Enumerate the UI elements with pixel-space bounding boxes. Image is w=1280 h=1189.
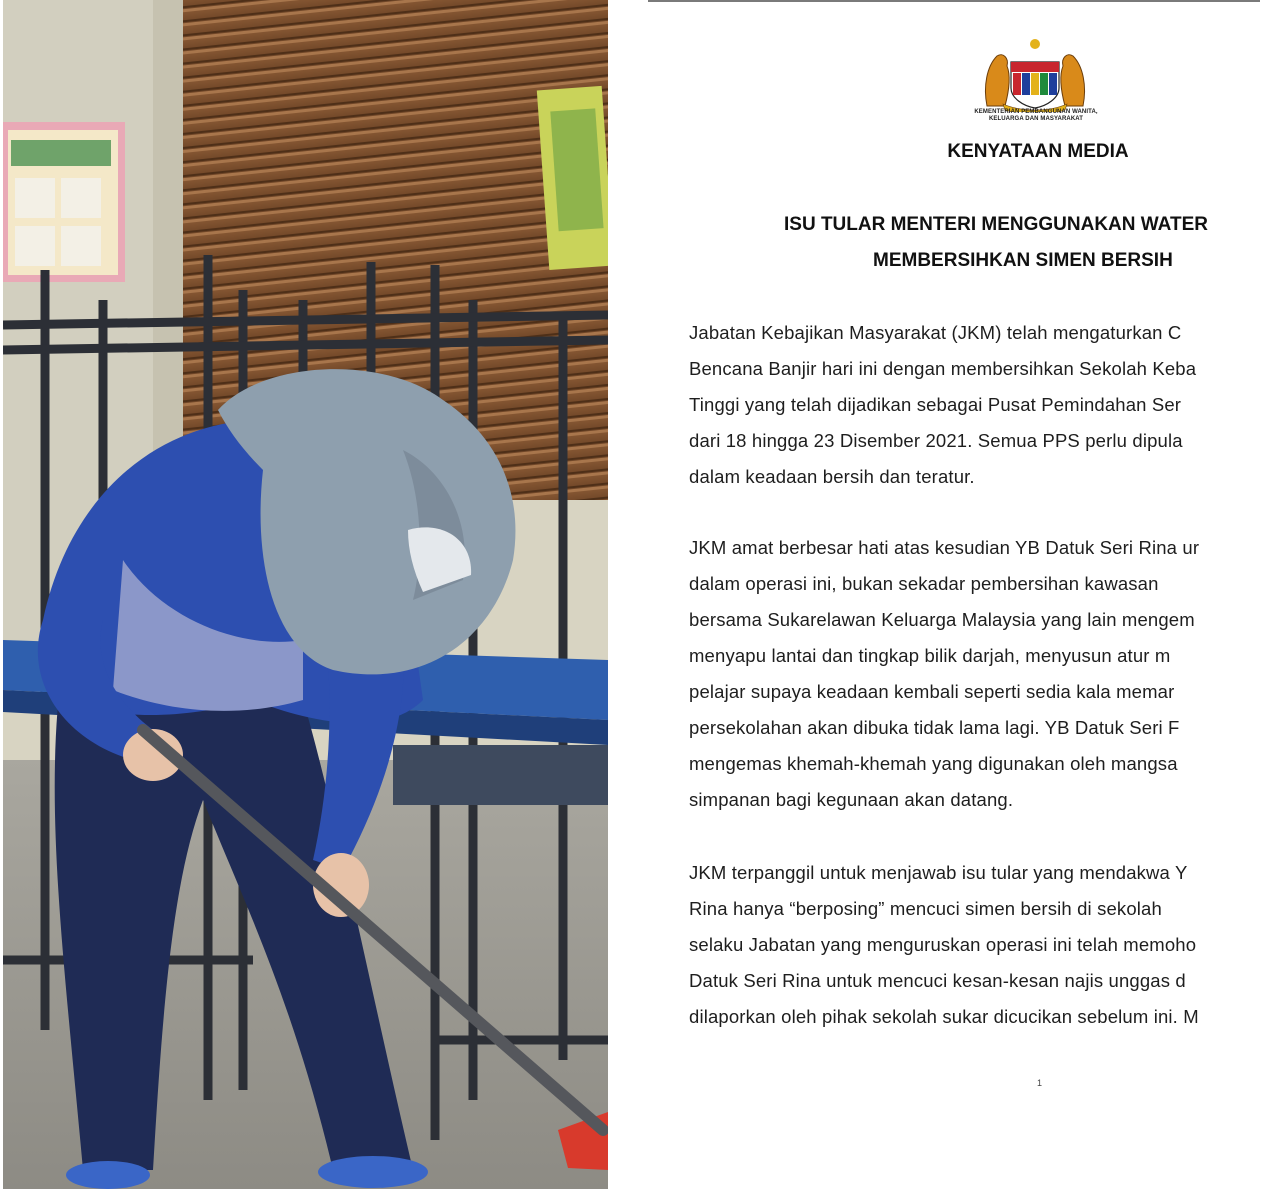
paragraph-line: dilaporkan oleh pihak sekolah sukar dicucikan sebelum ini. M: [689, 1006, 1199, 1027]
paragraph-line: Bencana Banjir hari ini dengan membersihkan Sekolah Keba: [689, 358, 1197, 379]
ministry-name: KEMENTERIAN PEMBANGUNAN WANITA, KELUARGA DAN MASYARAKAT: [974, 109, 1098, 122]
paragraph-line: dalam operasi ini, bukan sekadar pembersihan kawasan: [689, 573, 1159, 594]
paragraph-line: menyapu lantai dan tingkap bilik darjah, menyusun atur m: [689, 645, 1171, 666]
paragraph-line: pelajar supaya keadaan kembali seperti sedia kala memar: [689, 681, 1175, 702]
paragraph-line: simpanan bagi kegunaan akan datang.: [689, 789, 1014, 810]
paragraph-line: JKM amat berbesar hati atas kesudian YB Datuk Seri Rina ur: [689, 537, 1200, 558]
paragraph-line: persekolahan akan dibuka tidak lama lagi. YB Datuk Seri F: [689, 717, 1180, 738]
woman-sweeping-photo: [3, 0, 608, 1189]
document-top-border: [648, 0, 1260, 2]
paragraph-line: Tinggi yang telah dijadikan sebagai Pusat Pemindahan Ser: [689, 394, 1182, 415]
paragraph-line: Rina hanya “berposing” mencuci simen bersih di sekolah: [689, 898, 1162, 919]
paragraph-line: Datuk Seri Rina untuk mencuci kesan-kesan najis unggas d: [689, 970, 1186, 991]
paragraph-line: dari 18 hingga 23 Disember 2021. Semua PPS perlu dipula: [689, 430, 1183, 451]
paragraph-line: mengemas khemah-khemah yang digunakan oleh mangsa: [689, 753, 1178, 774]
paragraph-line: Jabatan Kebajikan Masyarakat (JKM) telah mengaturkan C: [689, 322, 1182, 343]
statement-title-line-1: ISU TULAR MENTERI MENGGUNAKAN WATER: [784, 214, 1208, 235]
document-heading: KENYATAAN MEDIA: [947, 141, 1129, 162]
media-statement-document: [608, 0, 1280, 1189]
page-number: 1: [1037, 1078, 1043, 1088]
photo-woman-sweeping: [3, 0, 608, 1189]
paragraph-line: dalam keadaan bersih dan teratur.: [689, 466, 975, 487]
paragraph-line: bersama Sukarelawan Keluarga Malaysia yang lain mengem: [689, 609, 1195, 630]
paragraph-line: selaku Jabatan yang menguruskan operasi ini telah memoho: [689, 934, 1197, 955]
paragraph-line: JKM terpanggil untuk menjawab isu tular yang mendakwa Y: [689, 862, 1188, 883]
statement-title-line-2: MEMBERSIHKAN SIMEN BERSIH: [873, 250, 1173, 271]
malaysia-coat-of-arms-icon: [981, 36, 1089, 112]
